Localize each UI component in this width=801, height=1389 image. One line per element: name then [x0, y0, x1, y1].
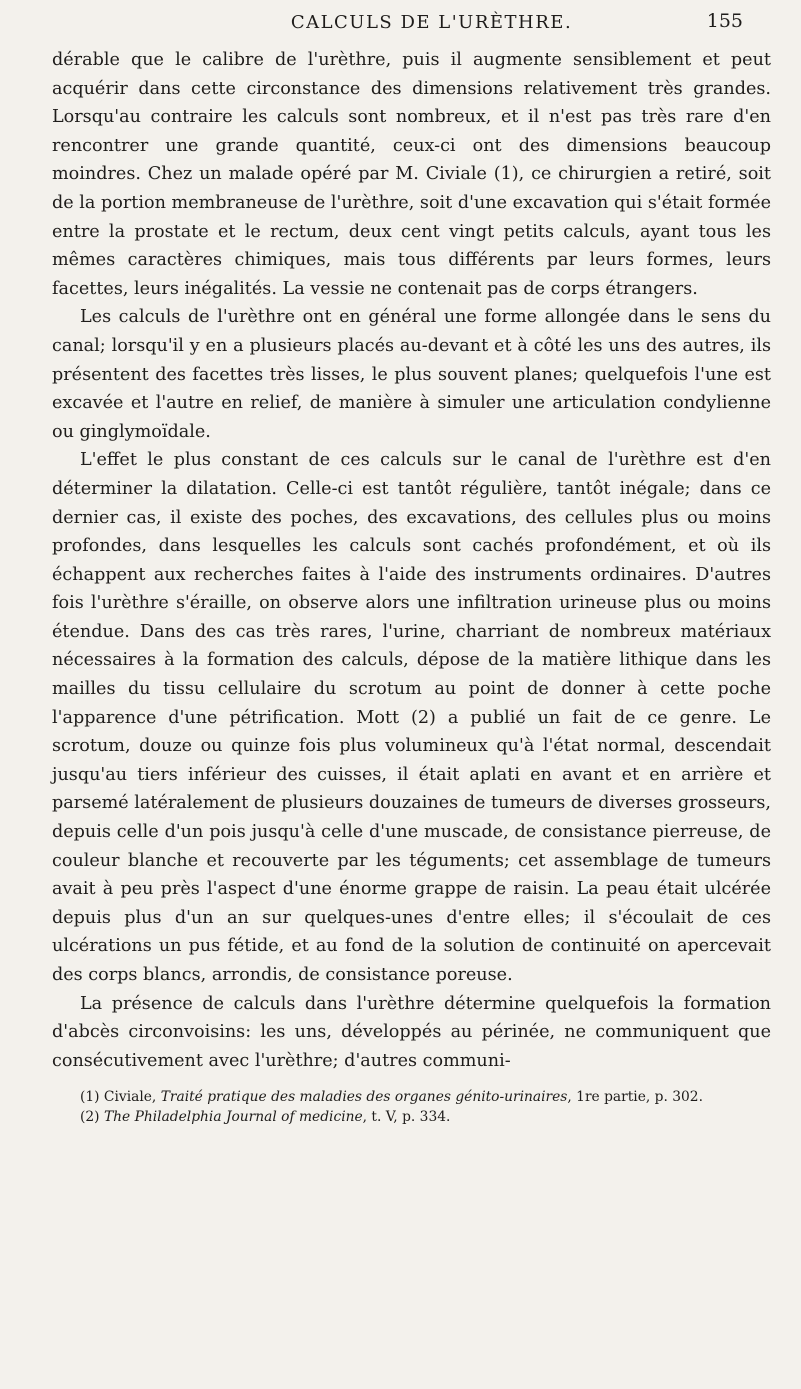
footnote-1 — [52, 1087, 771, 1107]
running-head — [52, 0, 771, 42]
footnote-1-title: Traité pratique des maladies des organes génito-urinaires — [160, 1089, 568, 1106]
paragraph-dilatation: L'effet le plus constant de ces calculs sur le canal de l'urèthre est d'en déterminer la dilatation. Celle-ci est tantôt régulière, tantôt inégale; dans ce dernier cas, il existe des poches, des excavations, des cellules plus ou moins profondes, dans lesquelles les calculs sont cachés profondément, et où ils échappent aux recherches faites à l'aide des instruments ordinaires. D'autres fois l'urèthre s'éraille, on observe alors une infiltration urineuse plus ou moins étendue. Dans des cas très rares, l'urine, charriant de nombreux matériaux nécessaires à la formation des calculs, dépose de la matière lithique dans les mailles du tissu cellulaire du scrotum au point de donner à cette poche l'apparence d'une pétrification. Mott (2) a publié un fait de ce genre. Le scrotum, douze ou quinze fois plus volumineux qu'à l'état normal, descendait jusqu'au tiers inférieur des cuisses, il était aplati en avant et en arrière et parsemé latéralement de plusieurs douzaines de tumeurs de diverses grosseurs, depuis celle d'un pois jusqu'à celle d'une muscade, de consistance pierreuse, de couleur blanche et recouverte par les téguments; cet assemblage de tumeurs avait à peu près l'aspect d'une énorme grappe de raisin. La peau était ulcérée depuis plus d'un an sur quelques-unes d'entre elles; il s'écoulait de ces ulcérations un pus fétide, et au fond de la solution de continuité on apercevait des corps blancs, arrondis, de consistance poreuse. — [52, 450, 771, 985]
footnote-1-rest: , 1re partie, p. 302. — [567, 1089, 703, 1106]
footnote-2 — [52, 1107, 771, 1127]
footnote-1-marker: (1) Civiale, — [80, 1089, 161, 1106]
footnote-2-marker: (2) — [80, 1109, 104, 1126]
footnote-2-rest: , t. V, p. 334. — [362, 1109, 451, 1126]
paragraph-continuation: dérable que le calibre de l'urèthre, puis il augmente sensiblement et peut acquérir dans cette circonstance des dimensions relativement très grandes. Lorsqu'au contraire les calculs sont nombreux, et il n'est pas très rare d'en rencontrer une grande quantité, ceux-ci ont des dimensions beaucoup moindres. Chez un malade opéré par M. Civiale (1), ce chirurgien a retiré, soit de la portion membraneuse de l'urèthre, soit d'une excavation qui s'était formée entre la prostate et le rectum, deux cent vingt petits calculs, ayant tous les mêmes caractères chimiques, mais tous différents par leurs formes, leurs facettes, leurs inégalités. La vessie ne contenait pas de corps étrangers. — [52, 50, 771, 299]
paragraph-abscess: La présence de calculs dans l'urèthre détermine quelquefois la formation d'abcès circonvoisins: les uns, développés au périnée, ne communiquent que consécutivement avec l'urèthre; d'autres communi- — [52, 993, 771, 1071]
paragraph-shape: Les calculs de l'urèthre ont en général une forme allongée dans le sens du canal; lorsqu'il y en a plusieurs placés au-devant et à côté les uns des autres, ils présentent des facettes très lisses, le plus souvent planes; quelquefois l'une est excavée et l'autre en relief, de manière à simuler une articulation condylienne ou ginglymoïdale. — [52, 307, 771, 442]
body-text — [52, 46, 771, 1075]
running-title: CALCULS DE L'URÈTHRE. — [290, 12, 573, 33]
footnote-2-title: The Philadelphia Journal of medicine — [103, 1109, 363, 1126]
footnotes — [52, 1087, 771, 1127]
page-number: 155 — [706, 10, 743, 32]
